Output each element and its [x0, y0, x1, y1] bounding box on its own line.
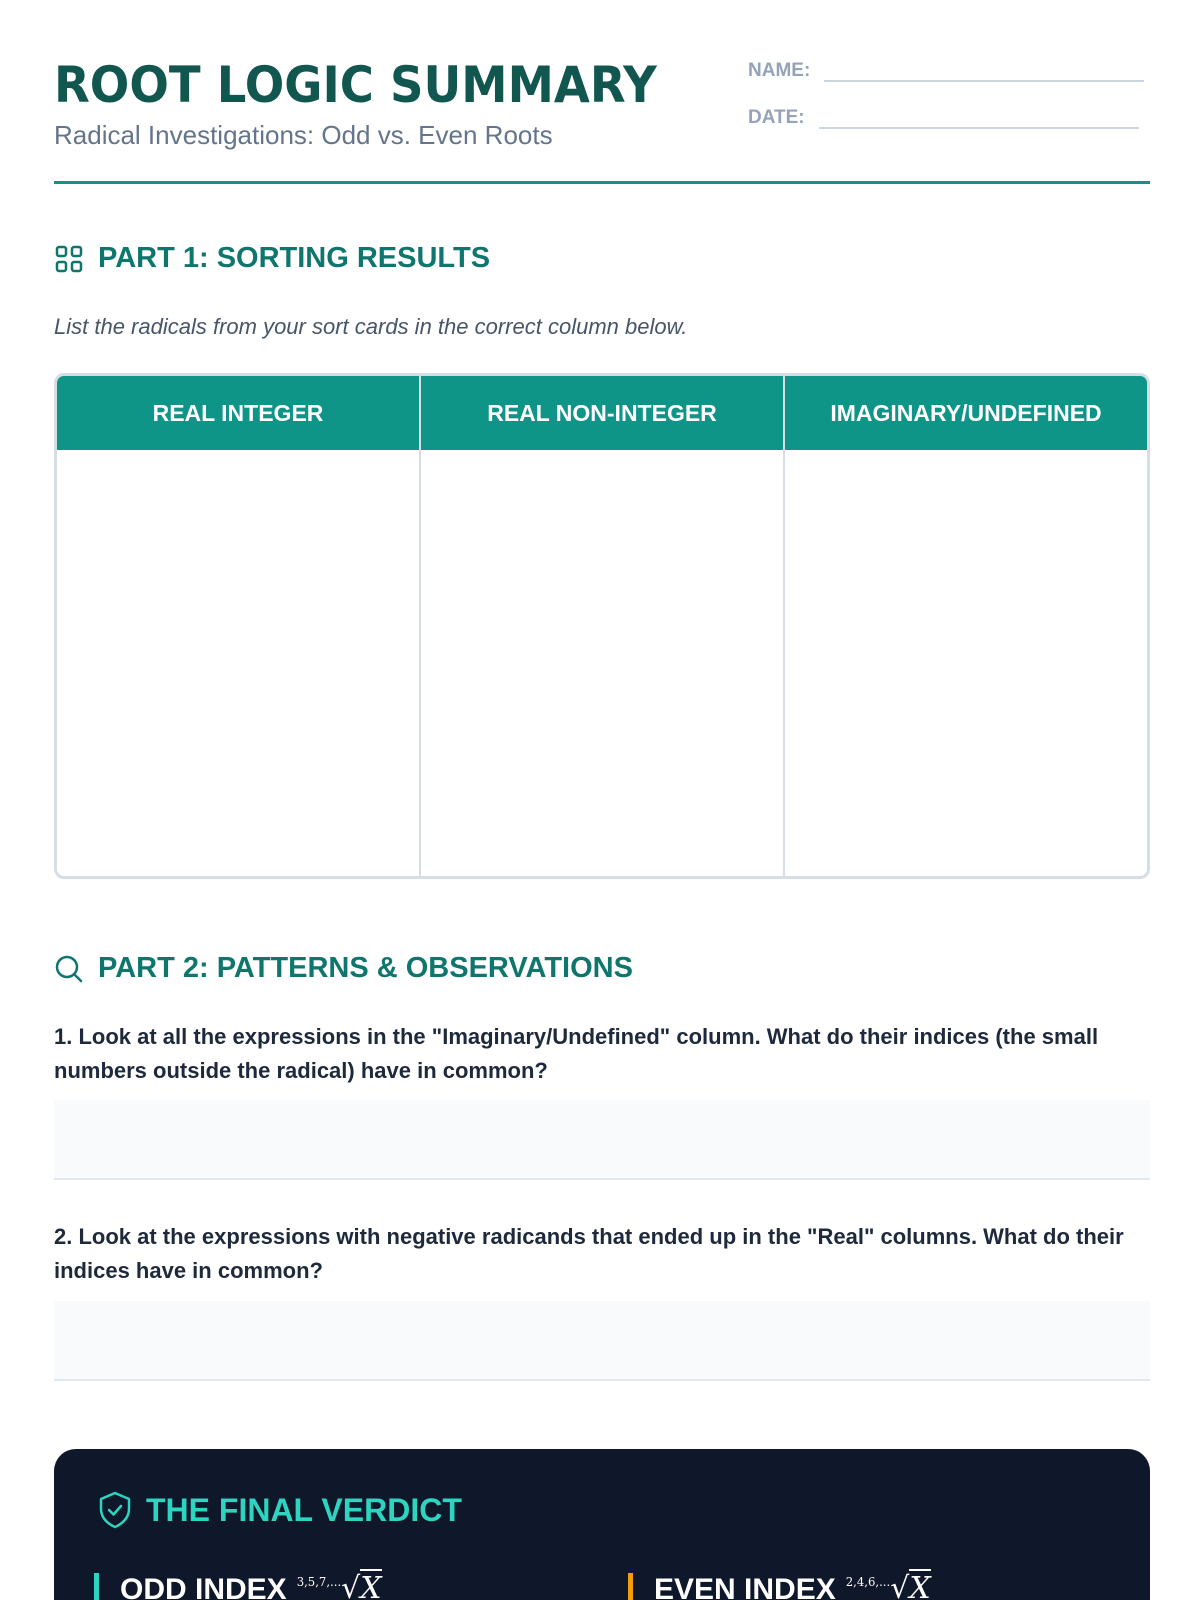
name-field[interactable]	[748, 58, 1144, 82]
answer-box-2[interactable]	[54, 1301, 1150, 1381]
odd-index	[94, 1573, 382, 1600]
even-label: EVEN INDEX	[654, 1573, 836, 1600]
header-divider	[54, 181, 1150, 184]
column-body[interactable]	[421, 450, 783, 876]
even-index-values: 2,4,6,...	[845, 1575, 891, 1589]
column-body[interactable]	[57, 450, 419, 876]
even-radicand: X	[909, 1569, 930, 1600]
shield-check-icon	[98, 1491, 132, 1529]
even-radical: 2,4,6,... √X	[846, 1575, 931, 1600]
question-2: 2. Look at the expressions with negative radicands that ended up in the "Real" columns. What do their indices have in common?	[54, 1224, 1124, 1283]
column-real-integer	[57, 376, 421, 876]
column-imaginary-undefined	[785, 376, 1147, 876]
odd-radical: 3,5,7,... √X	[297, 1575, 382, 1600]
sorting-table	[54, 373, 1150, 879]
verdict-title: THE FINAL VERDICT	[146, 1491, 462, 1528]
grid-icon	[54, 244, 84, 274]
column-header: REAL NON-INTEGER	[421, 376, 783, 450]
page-title: ROOT LOGIC SUMMARY	[54, 56, 657, 114]
odd-accent-bar	[94, 1573, 99, 1600]
even-index	[628, 1573, 931, 1600]
search-icon	[54, 954, 84, 984]
even-accent-bar	[628, 1573, 633, 1600]
final-verdict-card	[54, 1449, 1150, 1600]
column-header: REAL INTEGER	[57, 376, 419, 450]
column-body[interactable]	[785, 450, 1147, 876]
question-1: 1. Look at all the expressions in the "Imaginary/Undefined" column. What do their indices (the small numbers outside the radical) have in common?	[54, 1024, 1099, 1083]
column-header: IMAGINARY/UNDEFINED	[785, 376, 1147, 450]
part2-title: PART 2: PATTERNS & OBSERVATIONS	[98, 952, 633, 984]
verdict-heading	[98, 1491, 462, 1529]
column-real-non-integer	[421, 376, 785, 876]
name-line[interactable]	[824, 58, 1144, 82]
part1-title: PART 1: SORTING RESULTS	[98, 242, 491, 274]
page-subtitle: Radical Investigations: Odd vs. Even Roots	[54, 120, 553, 150]
name-label: NAME:	[748, 60, 811, 81]
date-field[interactable]	[748, 105, 1139, 129]
answer-box-1[interactable]	[54, 1100, 1150, 1180]
date-label: DATE:	[748, 107, 805, 128]
part2-heading	[54, 952, 633, 985]
odd-index-values: 3,5,7,...	[296, 1575, 342, 1589]
odd-radicand: X	[360, 1569, 381, 1600]
part1-instruction: List the radicals from your sort cards in the correct column below.	[54, 314, 688, 339]
date-line[interactable]	[819, 105, 1139, 129]
part1-heading	[54, 242, 490, 275]
odd-label: ODD INDEX	[120, 1573, 287, 1600]
